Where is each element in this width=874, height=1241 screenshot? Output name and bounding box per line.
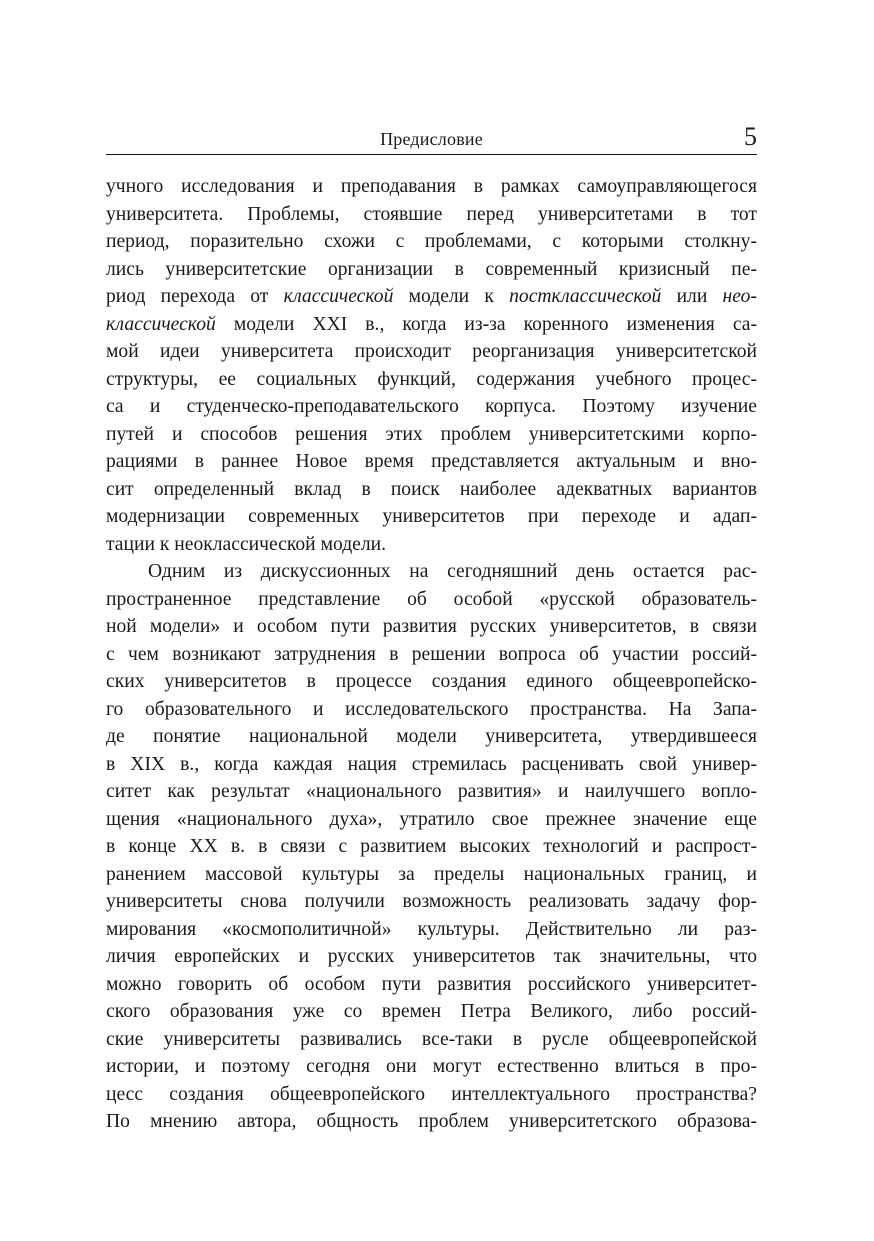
page-number: 5	[744, 122, 757, 151]
text-line: в конце XX в. в связи с развитием высоких технологий и распрост-	[106, 836, 757, 857]
text-line: ских университетов в процессе создания единого общеевропейско-	[106, 671, 757, 692]
running-header-title: Предисловие	[380, 129, 483, 149]
text-line: ной модели» и особом пути развития русских университетов, в связи	[106, 616, 757, 637]
text-run: модели к	[393, 286, 510, 307]
text-run: или	[661, 286, 723, 307]
text-run: модели XXI в., когда из-за коренного изменения са-	[215, 313, 757, 335]
text-run: риод перехода от	[106, 286, 284, 307]
text-line: период, поразительно схожи с проблемами, с которыми столкну-	[106, 231, 757, 252]
text-line: Одним из дискуссионных на сегодняшний день остается рас-	[148, 561, 757, 582]
text-line: личия европейских и русских университетов так значительны, что	[106, 946, 757, 967]
italic-term-postclassical: постклассической	[509, 286, 662, 307]
text-line: можно говорить об особом пути развития российского университет-	[106, 973, 757, 995]
italic-term-classical-2: классической	[106, 313, 216, 335]
text-line: модернизации современных университетов при переходе и адап-	[106, 506, 757, 527]
italic-term-neo: нео-	[722, 286, 757, 307]
text-line: путей и способов решения этих проблем университетскими корпо-	[106, 423, 757, 445]
text-line: истории, и поэтому сегодня они могут естественно влиться в про-	[106, 1056, 757, 1077]
text-line: университеты снова получили возможность реализовать задачу фор-	[106, 891, 757, 912]
text-line: учного исследования и преподавания в рамках самоуправляющегося	[106, 176, 757, 197]
text-line: в XIX в., когда каждая нация стремилась расценивать свой универ-	[106, 753, 757, 775]
text-line: тации к неоклассической модели.	[106, 533, 387, 555]
text-line: са и студенческо-преподавательского корпуса. Поэтому изучение	[106, 396, 757, 417]
text-line: По мнению автора, общность проблем университетского образова-	[106, 1111, 757, 1132]
running-header	[106, 118, 757, 155]
text-line: го образовательного и исследовательского пространства. На Запа-	[106, 698, 757, 720]
text-line: университета. Проблемы, стоявшие перед университетами в тот	[106, 203, 757, 225]
text-line: цесс создания общеевропейского интеллектуального пространства?	[106, 1083, 757, 1105]
text-line: с чем возникают затруднения в решении вопроса об участии россий-	[106, 643, 757, 665]
text-line: мой идеи университета происходит реорганизация университетской	[106, 341, 757, 362]
text-line: структуры, ее социальных функций, содержания учебного процес-	[106, 368, 757, 390]
text-line: сит определенный вклад в поиск наиболее адекватных вариантов	[106, 478, 757, 500]
text-line: ситет как результат «национального развития» и наилучшего вопло-	[106, 781, 757, 802]
text-line: пространенное представление об особой «русской образователь-	[106, 588, 757, 610]
text-line	[106, 283, 757, 311]
text-line: лись университетские организации в современный кризисный пе-	[106, 258, 757, 280]
text-line: щения «национального духа», утратило свое прежнее значение еще	[106, 808, 757, 830]
text-line: ского образования уже со времен Петра Великого, либо россий-	[106, 1001, 757, 1022]
text-line: ранением массовой культуры за пределы национальных границ, и	[106, 863, 757, 885]
text-line: мирования «космополитичной» культуры. Действительно ли раз-	[106, 918, 757, 940]
text-line: рациями в раннее Новое время представляется актуальным и вно-	[106, 451, 757, 472]
text-line: де понятие национальной модели университета, утвердившееся	[106, 726, 757, 747]
body-text	[106, 173, 757, 1136]
text-line	[106, 311, 757, 339]
text-line: ские университеты развивались все-таки в русле общеевропейской	[106, 1028, 757, 1050]
italic-term-classical: классической	[283, 286, 394, 307]
